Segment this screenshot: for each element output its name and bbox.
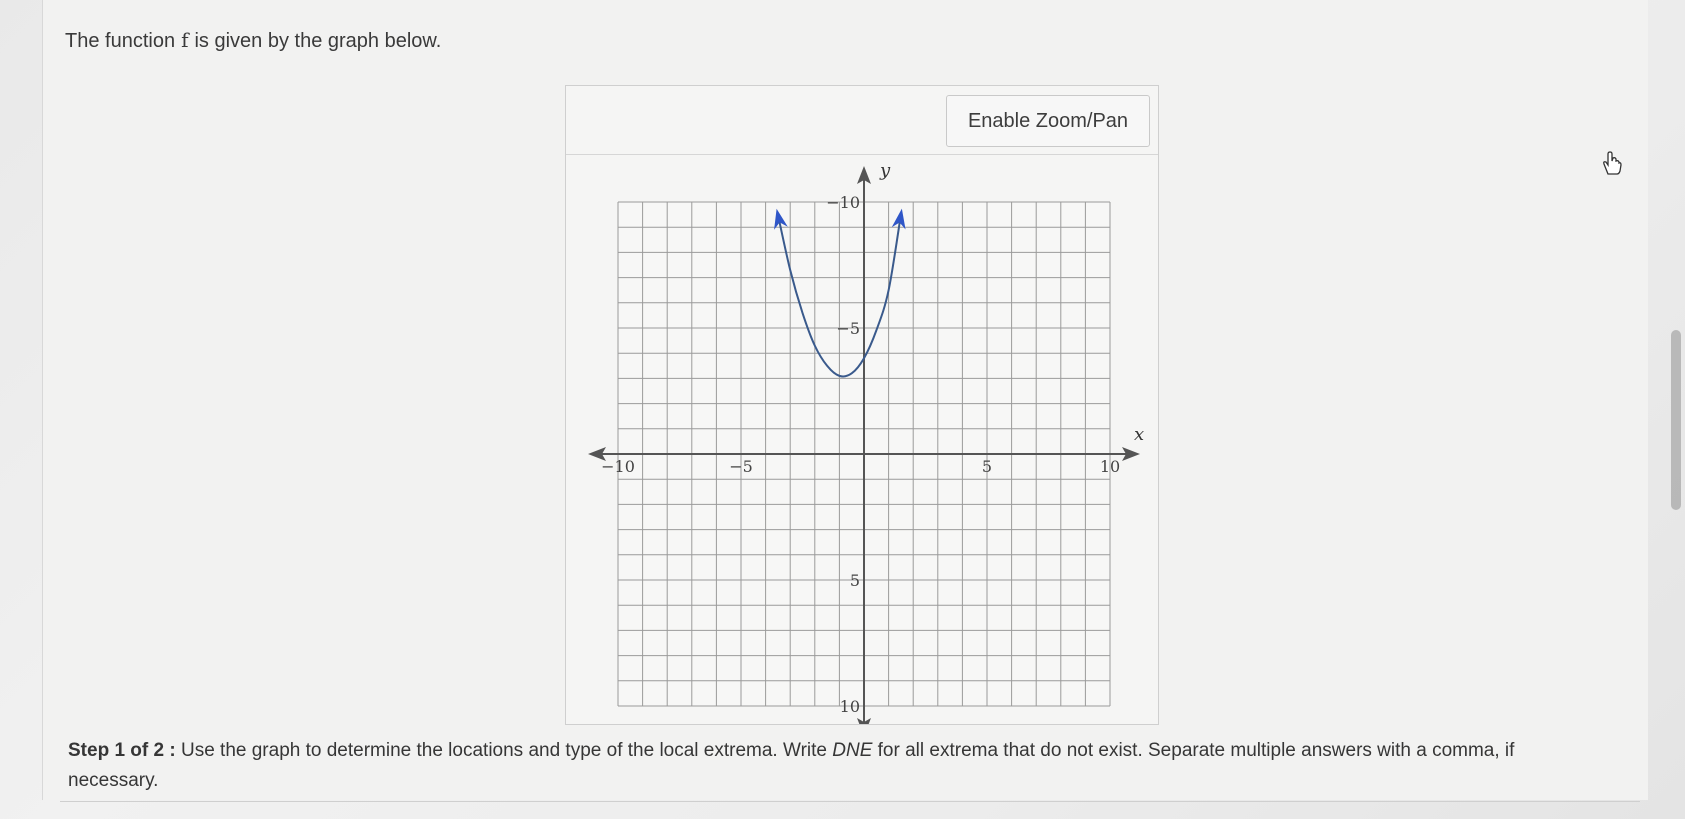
y-tick-label: 5 (849, 571, 860, 590)
x-axis-label: x (1134, 424, 1145, 445)
step-instructions (68, 736, 1548, 796)
function-name: f (181, 28, 189, 52)
y-tick-label: 10 (839, 697, 860, 716)
y-axis-label: y (880, 160, 891, 181)
prompt-text-before: The function (65, 30, 176, 52)
vertical-scrollbar[interactable] (1671, 330, 1681, 510)
enable-zoom-pan-button[interactable]: Enable Zoom/Pan (946, 95, 1150, 147)
x-tick-label: −10 (601, 457, 635, 476)
question-page (42, 0, 1648, 800)
hand-pointer-icon (1600, 150, 1624, 181)
dne-term: DNE (832, 740, 873, 761)
x-tick-label: −5 (729, 457, 753, 476)
graph-panel (565, 85, 1159, 725)
graph-toolbar (566, 86, 1158, 155)
prompt-text-after: is given by the graph below. (194, 30, 442, 52)
step-text-after: for all extrema that do not exist. Separate multiple answers with a comma, if necessary. (68, 740, 1515, 791)
y-tick-label: −5 (836, 319, 860, 338)
step-text-before: Use the graph to determine the locations and type of the local extrema. Write (180, 740, 827, 761)
question-prompt (65, 28, 441, 53)
x-tick-label: 5 (981, 457, 993, 476)
step-label: Step 1 of 2 : (68, 740, 176, 761)
y-tick-label: −10 (826, 193, 860, 212)
divider (60, 801, 1640, 802)
function-graph[interactable] (566, 154, 1156, 724)
x-tick-label: 10 (1099, 457, 1121, 476)
